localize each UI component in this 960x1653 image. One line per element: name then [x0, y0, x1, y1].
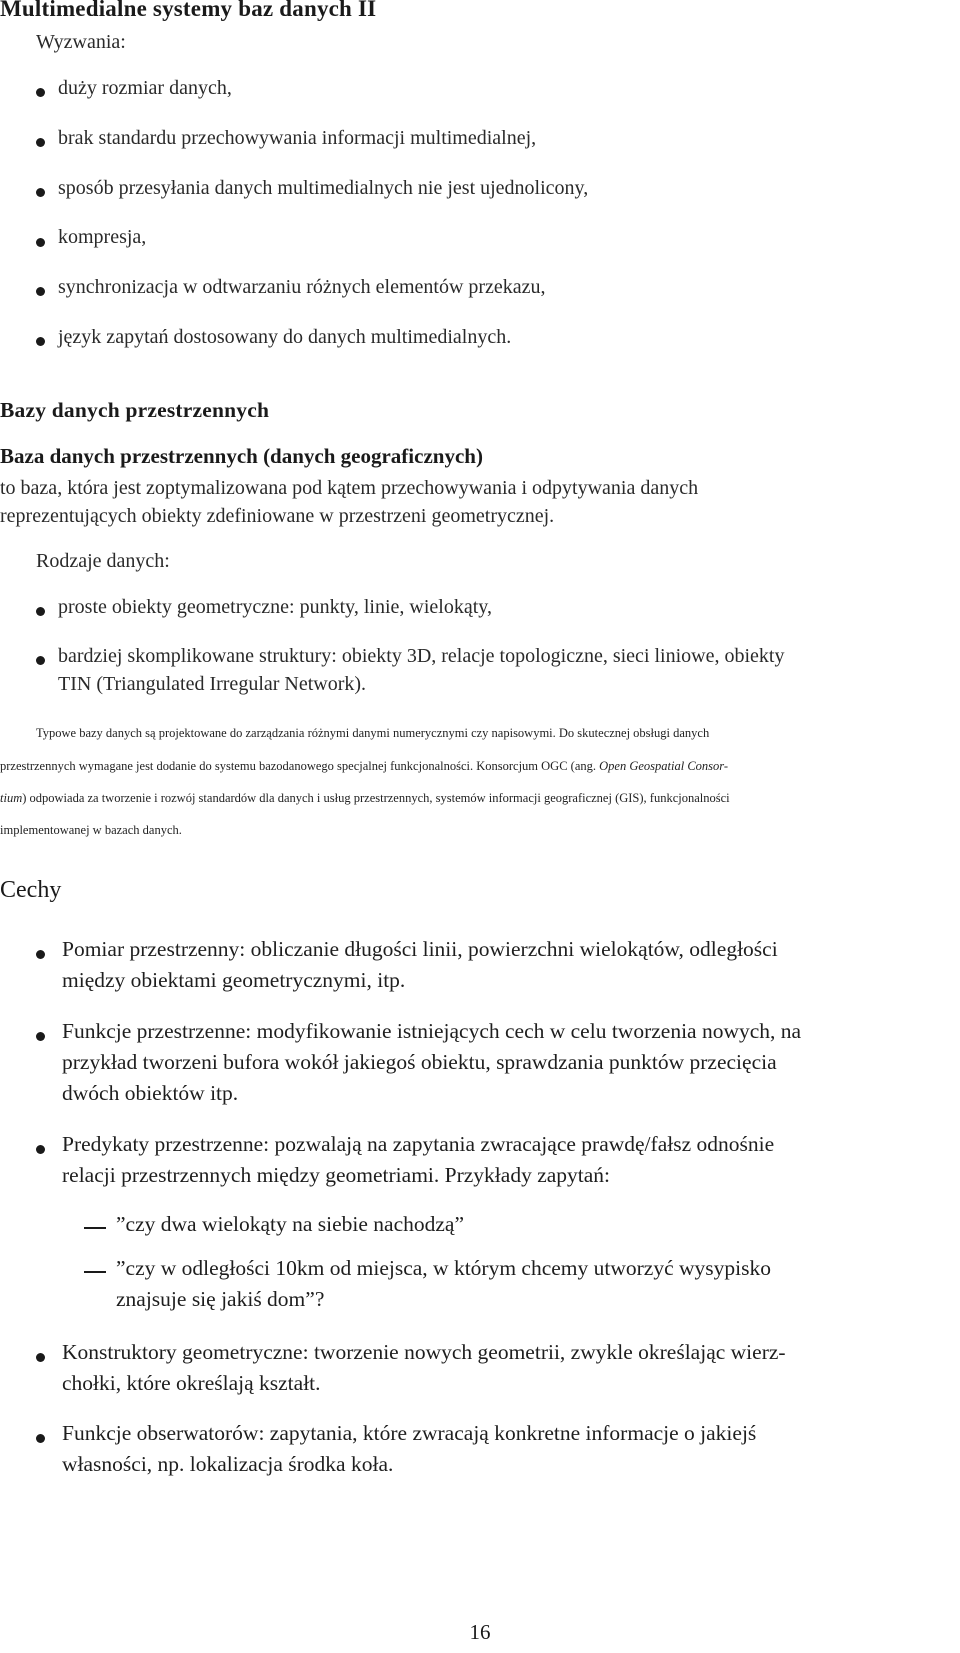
- list-item-continuation: między obiektami geometrycznymi, itp.: [62, 968, 406, 992]
- section-title-multimedia: Multimedialne systemy baz danych II: [0, 0, 377, 21]
- example-item-continuation: znajsuje się jakiś dom”?: [116, 1287, 325, 1311]
- bullet-icon: [36, 607, 45, 616]
- list-item: sposób przesyłania danych multimedialnych nie jest ujednolicony,: [58, 177, 589, 199]
- list-item: bardziej skomplikowane struktury: obiekty 3D, relacje topologiczne, sieci liniowe, obiekty: [58, 645, 785, 667]
- note-line: implementowanej w bazach danych.: [0, 823, 182, 837]
- definition-line: to baza, która jest zoptymalizowana pod kątem przechowywania i odpytywania danych: [0, 477, 699, 499]
- bullet-icon: [36, 88, 45, 97]
- bullet-icon: [36, 238, 45, 247]
- definition-title: Baza danych przestrzennych (danych geograficznych): [0, 444, 483, 468]
- note-text: ) odpowiada za tworzenie i rozwój standardów dla danych i usług przestrzennych, systemów informacji geograficznej (GIS), funkcjonalności: [22, 791, 730, 805]
- list-item: Konstruktory geometryczne: tworzenie nowych geometrii, zwykle określając wierz-: [62, 1340, 786, 1364]
- list-item: brak standardu przechowywania informacji multimedialnej,: [58, 127, 537, 149]
- page-number: 16: [469, 1620, 491, 1644]
- note-text-italic: tium: [0, 791, 23, 805]
- bullet-icon: [36, 950, 45, 959]
- example-item: ”czy w odległości 10km od miejsca, w którym chcemy utworzyć wysypisko: [116, 1256, 772, 1280]
- section-title-features: Cechy: [0, 877, 62, 903]
- list-item-continuation: przykład tworzeni bufora wokół jakiegoś obiektu, sprawdzania punktów przecięcia: [62, 1050, 777, 1074]
- list-item: proste obiekty geometryczne: punkty, linie, wielokąty,: [58, 596, 492, 618]
- note-line: [0, 791, 730, 806]
- list-item: Funkcje przestrzenne: modyfikowanie istniejących cech w celu tworzenia nowych, na: [62, 1019, 802, 1043]
- list-item: Funkcje obserwatorów: zapytania, które zwracają konkretne informacje o jakiejś: [62, 1421, 757, 1445]
- bullet-icon: [36, 287, 45, 296]
- list-item-continuation: chołki, które określają kształt.: [62, 1371, 321, 1395]
- note-text: przestrzennych wymagane jest dodanie do systemu bazodanowego specjalnej funkcjonalności. Konsorcjum OGC (ang.: [0, 759, 600, 773]
- bullet-icon: [36, 188, 45, 197]
- bullet-icon: [36, 337, 45, 346]
- note-line: Typowe bazy danych są projektowane do zarządzania różnymi danymi numerycznymi czy napisowymi. Do skutecznej obsługi danych: [36, 726, 710, 740]
- list-item-continuation: własności, np. lokalizacja środka koła.: [62, 1452, 394, 1476]
- dash-bullet-icon: [84, 1271, 106, 1273]
- section-title-spatial: Bazy danych przestrzennych: [0, 398, 270, 422]
- bullet-icon: [36, 1434, 45, 1443]
- note-text-italic: Open Geospatial Consor-: [599, 759, 729, 773]
- note-line: [0, 759, 728, 774]
- list-item: Pomiar przestrzenny: obliczanie długości linii, powierzchni wielokątów, odległości: [62, 937, 778, 961]
- list-item: synchronizacja w odtwarzaniu różnych elementów przekazu,: [58, 276, 546, 298]
- definition-line: reprezentujących obiekty zdefiniowane w przestrzeni geometrycznej.: [0, 505, 555, 527]
- list-item-continuation: relacji przestrzennych między geometriami. Przykłady zapytań:: [62, 1163, 611, 1187]
- bullet-icon: [36, 1353, 45, 1362]
- types-label: Rodzaje danych:: [36, 550, 170, 572]
- list-item: duży rozmiar danych,: [58, 77, 232, 99]
- bullet-icon: [36, 656, 45, 665]
- list-item: kompresja,: [58, 226, 147, 248]
- example-item: ”czy dwa wielokąty na siebie nachodzą”: [116, 1212, 465, 1236]
- bullet-icon: [36, 138, 45, 147]
- dash-bullet-icon: [84, 1227, 106, 1229]
- challenges-label: Wyzwania:: [36, 31, 126, 53]
- bullet-icon: [36, 1145, 45, 1154]
- list-item: język zapytań dostosowany do danych multimedialnych.: [58, 326, 512, 348]
- list-item-continuation: TIN (Triangulated Irregular Network).: [58, 673, 367, 695]
- list-item-continuation: dwóch obiektów itp.: [62, 1081, 239, 1105]
- bullet-icon: [36, 1032, 45, 1041]
- list-item: Predykaty przestrzenne: pozwalają na zapytania zwracające prawdę/fałsz odnośnie: [62, 1132, 775, 1156]
